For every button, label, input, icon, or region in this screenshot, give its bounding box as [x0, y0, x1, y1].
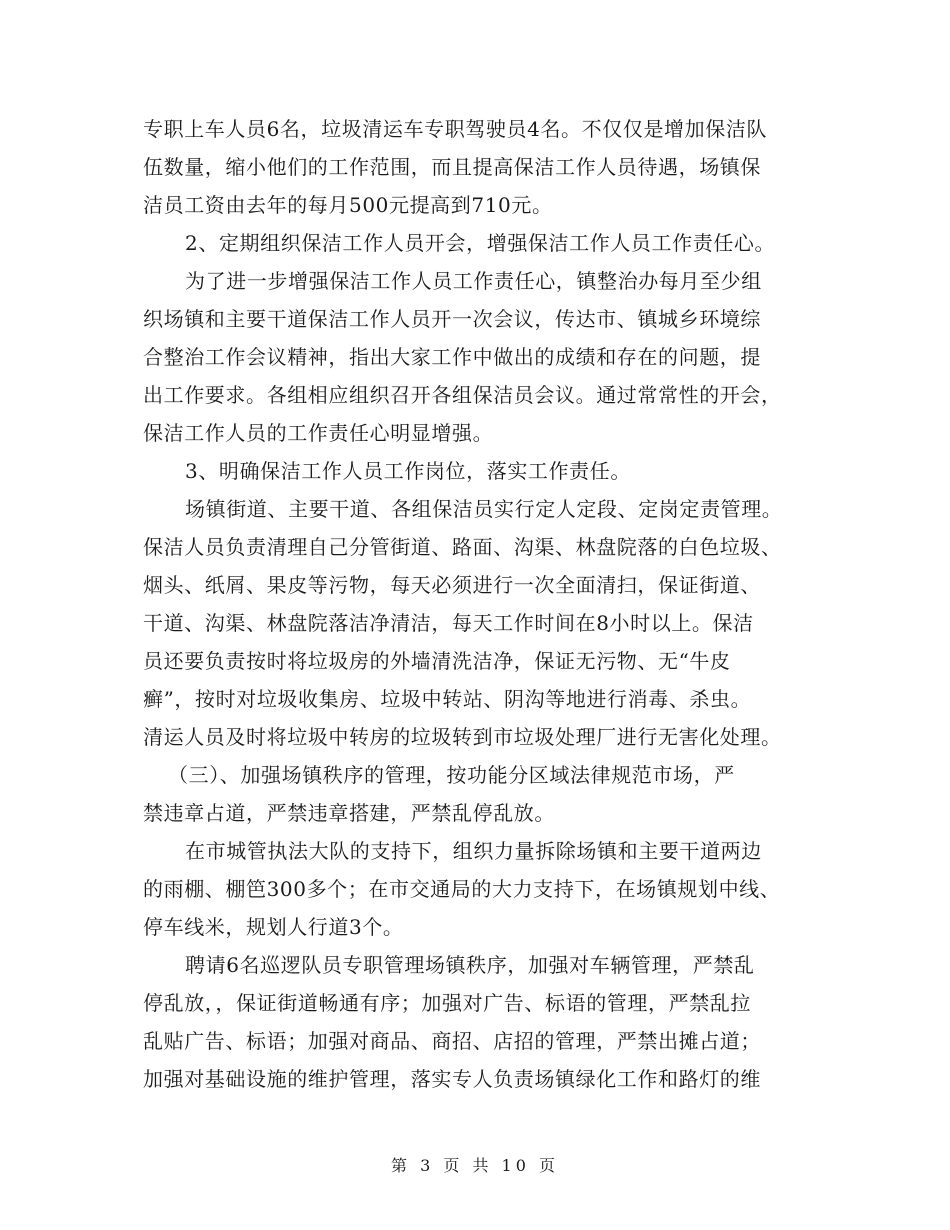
body-line-5: 为了进一步增强保洁工作人员工作责任心，镇整治办每月至少组 — [185, 269, 762, 293]
body-line-11: 场镇街道、主要干道、各组保洁员实行定人定段、定岗定责管理。 — [185, 497, 783, 521]
body-line-14: 干道、沟渠、林盘院落洁净清洁，每天工作时间在8小时以上。保洁 — [143, 611, 754, 635]
page-footer: 第 3 页 共 10 页 — [391, 1156, 559, 1175]
body-line-16: 癣”，按时对垃圾收集房、垃圾中转站、阴沟等地进行消毒、杀虫。 — [143, 687, 752, 711]
body-line-23: 聘请6名巡逻队员专职管理场镇秩序，加强对车辆管理，严禁乱 — [185, 953, 755, 977]
body-line-9: 保洁工作人员的工作责任心明显增强。 — [143, 421, 494, 445]
section-heading-3: 3、明确保洁工作人员工作岗位，落实工作责任。 — [185, 459, 631, 483]
body-line-6: 织场镇和主要干道保洁工作人员开一次会议，传达市、镇城乡环境综 — [143, 307, 761, 331]
body-line-19: 禁违章占道，严禁违章搭建，严禁乱停乱放。 — [143, 801, 555, 825]
body-line-21: 的雨棚、棚笆300多个；在市交通局的大力支持下，在场镇规划中线、 — [143, 877, 781, 901]
section-heading-2: 2、定期组织保洁工作人员开会，增强保洁工作人员工作责任心。 — [185, 231, 776, 255]
section-heading-3-3: （三）、加强场镇秩序的管理，按功能分区域法律规范市场，严 — [168, 763, 735, 787]
body-line-20: 在市城管执法大队的支持下，组织力量拆除场镇和主要干道两边 — [185, 839, 762, 863]
body-line-8: 出工作要求。各组相应组织召开各组保洁员会议。通过常常性的开会， — [143, 383, 782, 407]
body-line-25: 乱贴广告、标语；加强对商品、商招、店招的管理，严禁出摊占道； — [143, 1029, 761, 1053]
body-line-15: 员还要负责按时将垃圾房的外墙清洗洁净，保证无污物、无“牛皮 — [143, 649, 731, 673]
body-line-22: 停车线米，规划人行道3个。 — [143, 915, 404, 939]
body-line-12: 保洁人员负责清理自己分管街道、路面、沟渠、林盘院落的白色垃圾、 — [143, 535, 782, 559]
body-line-24: 停乱放，，保证街道畅通有序；加强对广告、标语的管理，严禁乱拉 — [143, 991, 751, 1015]
body-line-2: 伍数量，缩小他们的工作范围，而且提高保洁工作人员待遇，场镇保 — [143, 155, 761, 179]
body-line-7: 合整治工作会议精神，指出大家工作中做出的成绩和存在的问题，提 — [143, 345, 761, 369]
body-line-1: 专职上车人员6名，垃圾清运车专职驾驶员4名。不仅仅是增加保洁队 — [143, 117, 768, 141]
body-line-26: 加强对基础设施的维护管理，落实专人负责场镇绿化工作和路灯的维 — [143, 1067, 761, 1091]
body-line-3: 洁员工资由去年的每月500元提高到710元。 — [143, 193, 553, 217]
body-line-13: 烟头、纸屑、果皮等污物，每天必须进行一次全面清扫，保证街道、 — [143, 573, 761, 597]
body-line-17: 清运人员及时将垃圾中转房的垃圾转到市垃圾处理厂进行无害化处理。 — [143, 725, 782, 749]
